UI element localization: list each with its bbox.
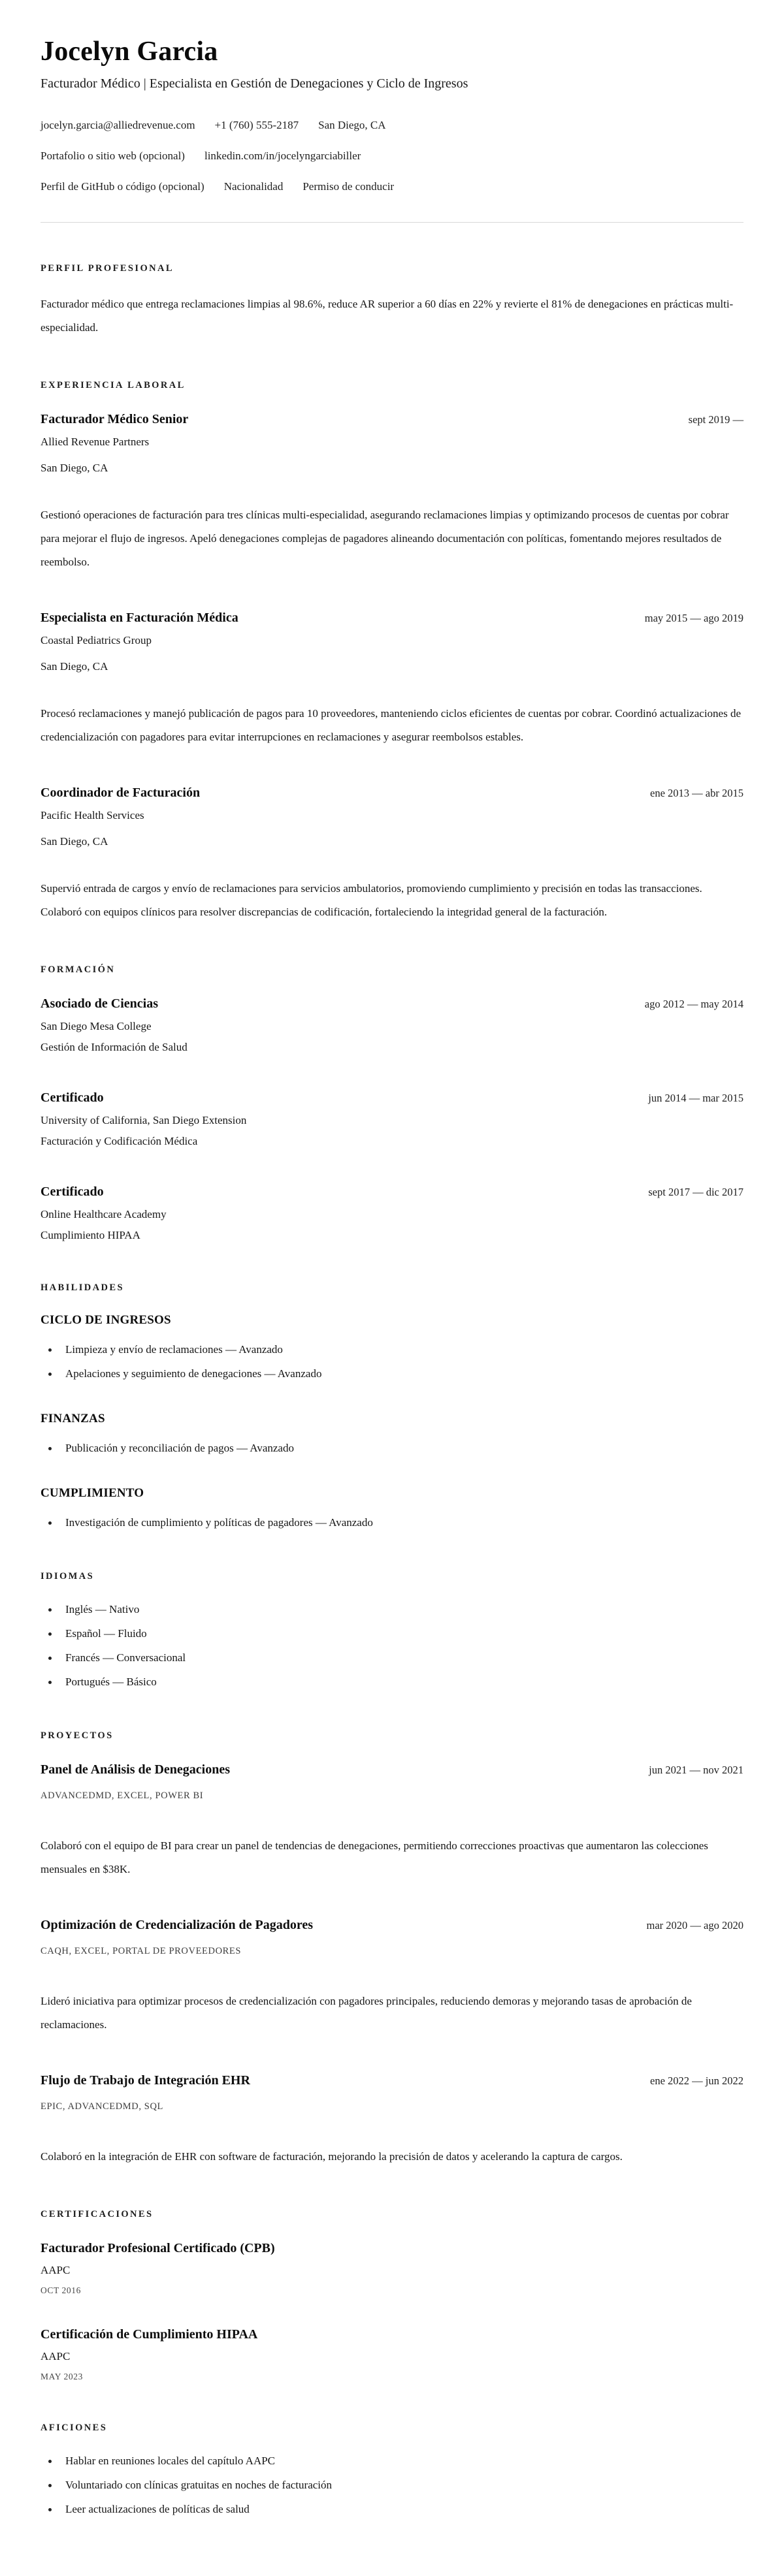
degree-dates: sept 2017 — dic 2017 [648, 1186, 743, 1199]
job-item-1 [41, 412, 743, 574]
job-company: Coastal Pediatrics Group [41, 634, 152, 647]
job-title-row [41, 412, 743, 427]
contact-github: Perfil de GitHub o código (opcional) [41, 180, 204, 193]
field-of-study: Gestión de Información de Salud [41, 1041, 188, 1054]
degree-title: Certificado [41, 1090, 104, 1105]
school-name: University of California, San Diego Extension [41, 1114, 247, 1127]
project-title: Panel de Análisis de Denegaciones [41, 1762, 231, 1777]
education-item-2 [41, 1090, 743, 1148]
header-divider [41, 222, 743, 223]
skill-group-title: CUMPLIMIENTO [41, 1486, 144, 1501]
project-description: Colaboró con el equipo de BI para crear un panel de tendencias de denegaciones, permitiendo correcciones proactivas que aumentaron las colecciones mensuales en $38K. [41, 1839, 708, 1876]
education-title-row [41, 1185, 743, 1200]
section-languages [41, 1571, 743, 1690]
contact-location: San Diego, CA [318, 119, 386, 132]
degree-title: Asociado de Ciencias [41, 996, 158, 1011]
skills-section-label: HABILIDADES [41, 1282, 124, 1294]
project-title: Flujo de Trabajo de Integración EHR [41, 2073, 250, 2088]
contact-linkedin: linkedin.com/in/jocelyngarciabiller [204, 150, 361, 163]
skill-list [41, 1515, 743, 1531]
certification-issuer: AAPC [41, 2264, 71, 2277]
skill-item: Investigación de cumplimiento y políticas de pagadores — Avanzado [41, 1515, 743, 1531]
certifications-section-label: CERTIFICACIONES [41, 2209, 154, 2220]
project-title-row [41, 1918, 743, 1933]
job-description: Supervió entrada de cargos y envío de reclamaciones para servicios ambulatorios, promoviendo cumplimiento y precisión en todas las transacciones. Colaboró con equipos clínicos para resolver discrepancias de codificación, fortaleciendo la integridad general de la facturación. [41, 882, 702, 919]
experience-section-label: EXPERIENCIA LABORAL [41, 380, 186, 391]
job-item-3 [41, 786, 743, 924]
certification-date: OCT 2016 [41, 2285, 81, 2296]
job-location: San Diego, CA [41, 835, 108, 848]
section-certifications [41, 2209, 743, 2382]
job-dates: may 2015 — ago 2019 [644, 612, 743, 625]
job-title: Coordinador de Facturación [41, 786, 201, 801]
project-tools: ADVANCEDMD, EXCEL, POWER BI [41, 1790, 204, 1802]
contact-row-3 [41, 180, 743, 193]
section-projects [41, 1730, 743, 2169]
contact-block [41, 119, 743, 193]
project-title: Optimización de Credencialización de Pagadores [41, 1918, 314, 1933]
section-skills [41, 1282, 743, 1531]
certification-item-1 [41, 2241, 743, 2296]
project-dates: mar 2020 — ago 2020 [646, 1919, 743, 1932]
field-of-study: Cumplimiento HIPAA [41, 1229, 140, 1242]
project-dates: ene 2022 — jun 2022 [650, 2075, 743, 2088]
contact-email: jocelyn.garcia@alliedrevenue.com [41, 119, 195, 132]
skill-group-compliance [41, 1486, 743, 1531]
skill-list [41, 1440, 743, 1456]
education-title-row [41, 996, 743, 1011]
education-item-3 [41, 1185, 743, 1242]
project-description: Colaboró en la integración de EHR con software de facturación, mejorando la precisión de datos y acelerando la captura de cargos. [41, 2150, 623, 2163]
section-hobbies [41, 2423, 743, 2517]
certification-title: Certificación de Cumplimiento HIPAA [41, 2327, 258, 2342]
skill-group-finance [41, 1412, 743, 1456]
section-education [41, 964, 743, 1242]
project-title-row [41, 2073, 743, 2088]
resume-header [41, 37, 743, 193]
profile-section-label: PERFIL PROFESIONAL [41, 263, 174, 274]
certification-date: MAY 2023 [41, 2372, 83, 2382]
project-item-3 [41, 2073, 743, 2169]
hobby-item: Voluntariado con clínicas gratuitas en noches de facturación [41, 2477, 743, 2493]
candidate-headline: Facturador Médico | Especialista en Gestión de Denegaciones y Ciclo de Ingresos [41, 76, 468, 91]
hobby-list [41, 2453, 743, 2517]
job-dates: sept 2019 — [688, 413, 743, 426]
school-name: Online Healthcare Academy [41, 1208, 167, 1221]
hobby-item: Hablar en reuniones locales del capítulo AAPC [41, 2453, 743, 2469]
section-profile [41, 263, 743, 340]
profile-summary: Facturador médico que entrega reclamaciones limpias al 98.6%, reduce AR superior a 60 días en 22% y revierte el 81% de denegaciones en prácticas multi-especialidad. [41, 298, 734, 334]
skill-group-title: FINANZAS [41, 1412, 105, 1426]
contact-row-1 [41, 119, 743, 132]
job-title: Especialista en Facturación Médica [41, 611, 238, 626]
language-item: Español — Fluido [41, 1626, 743, 1642]
contact-nationality: Nacionalidad [223, 180, 284, 193]
job-title: Facturador Médico Senior [41, 412, 189, 427]
project-dates: jun 2021 — nov 2021 [649, 1764, 743, 1777]
skill-list [41, 1342, 743, 1382]
contact-driving-license: Permiso de conducir [302, 180, 395, 193]
project-item-1 [41, 1762, 743, 1881]
field-of-study: Facturación y Codificación Médica [41, 1135, 198, 1148]
skill-item: Apelaciones y seguimiento de denegaciones — Avanzado [41, 1366, 743, 1382]
job-company: Pacific Health Services [41, 809, 144, 822]
education-title-row [41, 1090, 743, 1105]
language-item: Inglés — Nativo [41, 1602, 743, 1617]
contact-portfolio: Portafolio o sitio web (opcional) [41, 150, 185, 163]
projects-section-label: PROYECTOS [41, 1730, 114, 1741]
project-item-2 [41, 1918, 743, 2037]
skill-group-revenue-cycle [41, 1313, 743, 1382]
job-location: San Diego, CA [41, 462, 108, 475]
project-tools: CAQH, EXCEL, PORTAL DE PROVEEDORES [41, 1946, 242, 1957]
job-description: Procesó reclamaciones y manejó publicación de pagos para 10 proveedores, manteniendo ciclos eficientes de cuentas por cobrar. Coordinó actualizaciones de credencialización con pagadores para evitar interrupciones en reclamaciones y asegurar reembolsos estables. [41, 707, 742, 744]
job-description: Gestionó operaciones de facturación para tres clínicas multi-especialidad, asegurando reclamaciones limpias y optimizando procesos de cuentas por cobrar para mejorar el flujo de ingresos. Apeló denegaciones complejas de pagadores alineando documentación con políticas, fomentando mejores resultados de reembolso. [41, 509, 729, 569]
hobbies-section-label: AFICIONES [41, 2423, 108, 2434]
candidate-name: Jocelyn Garcia [41, 37, 218, 67]
certification-item-2 [41, 2327, 743, 2382]
job-title-row [41, 611, 743, 626]
job-title-row [41, 786, 743, 801]
skill-group-title: CICLO DE INGRESOS [41, 1313, 171, 1328]
degree-dates: jun 2014 — mar 2015 [648, 1092, 743, 1105]
job-company: Allied Revenue Partners [41, 436, 150, 449]
degree-title: Certificado [41, 1185, 104, 1200]
skill-item: Publicación y reconciliación de pagos — Avanzado [41, 1440, 743, 1456]
school-name: San Diego Mesa College [41, 1020, 152, 1033]
section-experience [41, 380, 743, 924]
degree-dates: ago 2012 — may 2014 [644, 998, 743, 1011]
contact-row-2 [41, 150, 743, 163]
language-item: Portugués — Básico [41, 1674, 743, 1690]
skill-item: Limpieza y envío de reclamaciones — Avanzado [41, 1342, 743, 1358]
language-list [41, 1602, 743, 1690]
project-description: Lideró iniciativa para optimizar procesos de credencialización con pagadores principales, reduciendo demoras y mejorando tasas de aprobación de reclamaciones. [41, 1995, 692, 2031]
language-item: Francés — Conversacional [41, 1650, 743, 1666]
hobby-item: Leer actualizaciones de políticas de salud [41, 2502, 743, 2517]
certification-title: Facturador Profesional Certificado (CPB) [41, 2241, 275, 2256]
project-tools: EPIC, ADVANCEDMD, SQL [41, 2101, 163, 2112]
contact-phone: +1 (760) 555-2187 [214, 119, 299, 132]
education-item-1 [41, 996, 743, 1054]
languages-section-label: IDIOMAS [41, 1571, 95, 1582]
education-section-label: FORMACIÓN [41, 964, 116, 976]
job-location: San Diego, CA [41, 660, 108, 673]
certification-issuer: AAPC [41, 2350, 71, 2363]
project-title-row [41, 1762, 743, 1777]
job-dates: ene 2013 — abr 2015 [650, 787, 743, 800]
job-item-2 [41, 611, 743, 749]
